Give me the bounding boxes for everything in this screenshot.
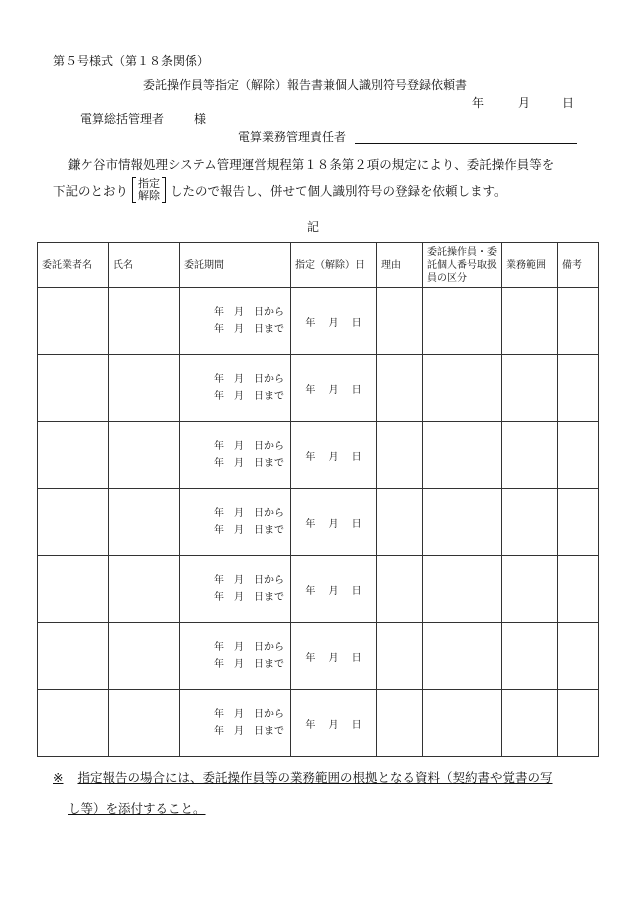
table-row	[38, 690, 599, 757]
period-cell[interactable]	[180, 556, 291, 623]
table-row	[38, 489, 599, 556]
date-month: 月	[518, 96, 531, 110]
header-date: 指定（解除）日	[291, 243, 377, 288]
period-from: 年 月 日から	[214, 307, 284, 318]
operator-table	[37, 242, 599, 757]
sender-label: 電算業務管理責任者	[238, 130, 347, 144]
category-cell[interactable]	[423, 556, 502, 623]
period-cell[interactable]	[180, 355, 291, 422]
scope-cell[interactable]	[502, 489, 558, 556]
period-cell[interactable]	[180, 422, 291, 489]
ki-heading: 記	[307, 220, 320, 234]
period-cell[interactable]	[180, 690, 291, 757]
header-reason: 理由	[377, 243, 423, 288]
name-cell[interactable]	[109, 355, 180, 422]
remarks-cell[interactable]	[558, 489, 599, 556]
date-day: 日	[562, 96, 575, 110]
header-remarks: 備考	[558, 243, 599, 288]
period-to: 年 月 日まで	[214, 391, 284, 402]
scope-cell[interactable]	[502, 556, 558, 623]
date-cell[interactable]: 年 月 日	[291, 489, 377, 556]
reason-cell[interactable]	[377, 288, 423, 355]
contractor-cell[interactable]	[38, 623, 109, 690]
period-cell[interactable]	[180, 489, 291, 556]
period-to: 年 月 日まで	[214, 458, 284, 469]
period-from: 年 月 日から	[214, 709, 284, 720]
note-text1: 指定報告の場合には、委託操作員等の業務範囲の根拠となる資料（契約書や覚書の写	[77, 770, 553, 785]
note-line2: し等）を添付すること。	[68, 801, 206, 816]
table-row	[38, 355, 599, 422]
period-to: 年 月 日まで	[214, 659, 284, 670]
form-number: 第５号様式（第１８条関係）	[53, 54, 210, 68]
period-from: 年 月 日から	[214, 441, 284, 452]
reason-cell[interactable]	[377, 690, 423, 757]
date-cell[interactable]: 年 月 日	[291, 556, 377, 623]
body-prefix: 下記のとおり	[53, 183, 129, 199]
period-to: 年 月 日まで	[214, 592, 284, 603]
scope-cell[interactable]	[502, 422, 558, 489]
note-mark: ※	[53, 770, 64, 785]
header-contractor: 委託業者名	[38, 243, 109, 288]
scope-cell[interactable]	[502, 355, 558, 422]
date-cell[interactable]: 年 月 日	[291, 355, 377, 422]
category-cell[interactable]	[423, 623, 502, 690]
table-row	[38, 288, 599, 355]
name-cell[interactable]	[109, 422, 180, 489]
name-cell[interactable]	[109, 489, 180, 556]
table-row	[38, 623, 599, 690]
name-cell[interactable]	[109, 690, 180, 757]
body-text-line1: 鎌ケ谷市情報処理システム管理運営規程第１８条第２項の規定により、委託操作員等を	[68, 157, 555, 172]
addressee-name: 電算総括管理者	[80, 112, 165, 126]
scope-cell[interactable]	[502, 288, 558, 355]
date-line	[472, 94, 574, 111]
scope-cell[interactable]	[502, 623, 558, 690]
name-cell[interactable]	[109, 556, 180, 623]
scope-cell[interactable]	[502, 690, 558, 757]
remarks-cell[interactable]	[558, 623, 599, 690]
table-row	[38, 422, 599, 489]
contractor-cell[interactable]	[38, 355, 109, 422]
period-from: 年 月 日から	[214, 374, 284, 385]
remarks-cell[interactable]	[558, 556, 599, 623]
category-cell[interactable]	[423, 489, 502, 556]
contractor-cell[interactable]	[38, 422, 109, 489]
period-to: 年 月 日まで	[214, 726, 284, 737]
period-from: 年 月 日から	[214, 575, 284, 586]
reason-cell[interactable]	[377, 623, 423, 690]
period-to: 年 月 日まで	[214, 324, 284, 335]
note-line1	[53, 768, 553, 786]
reason-cell[interactable]	[377, 556, 423, 623]
date-cell[interactable]: 年 月 日	[291, 623, 377, 690]
date-cell[interactable]: 年 月 日	[291, 288, 377, 355]
table-row	[38, 556, 599, 623]
date-cell[interactable]: 年 月 日	[291, 690, 377, 757]
name-cell[interactable]	[109, 288, 180, 355]
remarks-cell[interactable]	[558, 690, 599, 757]
category-cell[interactable]	[423, 690, 502, 757]
addressee	[80, 110, 206, 127]
bracket-release: 解除	[138, 189, 161, 202]
header-scope: 業務範囲	[502, 243, 558, 288]
remarks-cell[interactable]	[558, 355, 599, 422]
category-cell[interactable]	[423, 288, 502, 355]
period-from: 年 月 日から	[214, 642, 284, 653]
date-year: 年	[472, 96, 485, 110]
remarks-cell[interactable]	[558, 422, 599, 489]
sender-signature-field[interactable]	[355, 143, 577, 144]
designate-release-bracket	[132, 178, 166, 202]
contractor-cell[interactable]	[38, 489, 109, 556]
date-cell[interactable]: 年 月 日	[291, 422, 377, 489]
table-header-row	[38, 243, 599, 288]
header-category: 委託操作員・委託個人番号取扱員の区分	[423, 243, 502, 288]
contractor-cell[interactable]	[38, 288, 109, 355]
reason-cell[interactable]	[377, 422, 423, 489]
header-period: 委託期間	[180, 243, 291, 288]
header-name: 氏名	[109, 243, 180, 288]
bracket-designate: 指定	[138, 177, 161, 190]
period-cell[interactable]	[180, 623, 291, 690]
category-cell[interactable]	[423, 355, 502, 422]
body-suffix: したので報告し、併せて個人識別符号の登録を依頼します。	[170, 183, 507, 199]
name-cell[interactable]	[109, 623, 180, 690]
period-to: 年 月 日まで	[214, 525, 284, 536]
body-text-line2	[53, 177, 507, 204]
category-cell[interactable]	[423, 422, 502, 489]
reason-cell[interactable]	[377, 355, 423, 422]
remarks-cell[interactable]	[558, 288, 599, 355]
contractor-cell[interactable]	[38, 690, 109, 757]
contractor-cell[interactable]	[38, 556, 109, 623]
period-from: 年 月 日から	[214, 508, 284, 519]
period-cell[interactable]	[180, 288, 291, 355]
addressee-honorific: 様	[194, 112, 207, 126]
reason-cell[interactable]	[377, 489, 423, 556]
document-title: 委託操作員等指定（解除）報告書兼個人識別符号登録依頼書	[143, 78, 468, 92]
